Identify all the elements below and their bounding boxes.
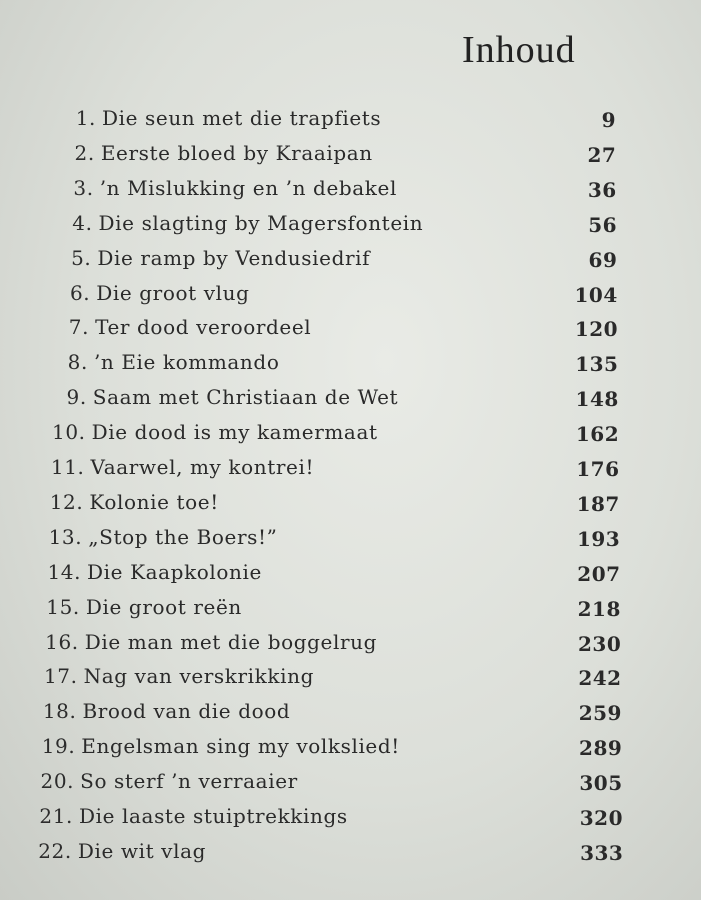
page-number: 289 bbox=[579, 736, 623, 761]
chapter-title: Die seun met die trapfiets bbox=[102, 106, 382, 130]
chapter-title: Die slagting by Magersfontein bbox=[98, 210, 424, 235]
toc-entry bbox=[57, 246, 370, 280]
page-number: 120 bbox=[574, 317, 619, 342]
page-number: 230 bbox=[578, 631, 622, 656]
chapter-number: 20. bbox=[40, 769, 75, 794]
toc-entry bbox=[46, 595, 242, 629]
toc-entry bbox=[41, 734, 400, 768]
toc-entry bbox=[56, 281, 249, 315]
chapter-number: 3. bbox=[73, 175, 94, 200]
chapter-title: Engelsman sing my volkslied! bbox=[81, 734, 400, 759]
toc-entry bbox=[45, 630, 377, 664]
page-number: 135 bbox=[575, 352, 619, 377]
toc-entry bbox=[39, 804, 348, 838]
page-number: 162 bbox=[575, 422, 620, 447]
chapter-title: Die laaste stuiptrekkings bbox=[79, 804, 348, 828]
chapter-number: 14. bbox=[47, 559, 82, 584]
chapter-number: 2. bbox=[74, 140, 95, 165]
page-number: 176 bbox=[576, 457, 620, 481]
chapter-title: „Stop the Boers!” bbox=[88, 524, 278, 549]
chapter-title: Brood van die dood bbox=[82, 699, 291, 724]
toc-entry bbox=[53, 385, 398, 419]
toc-entry bbox=[61, 141, 373, 175]
toc-entry bbox=[40, 769, 298, 803]
toc-entry bbox=[51, 455, 315, 489]
chapter-number: 4. bbox=[72, 210, 93, 235]
chapter-number: 19. bbox=[41, 734, 76, 759]
toc-entry bbox=[38, 839, 206, 873]
chapter-number: 17. bbox=[43, 664, 78, 689]
toc-entry bbox=[47, 560, 262, 594]
chapter-title: Die groot reën bbox=[85, 594, 242, 619]
page-number: 207 bbox=[577, 561, 621, 586]
page-number: 187 bbox=[576, 491, 620, 516]
chapter-title: Vaarwel, my kontrei! bbox=[90, 455, 315, 479]
chapter-number: 6. bbox=[69, 280, 91, 305]
chapter-number: 15. bbox=[46, 594, 80, 619]
chapter-title: Die groot vlug bbox=[96, 280, 250, 305]
chapter-title: Ter dood veroordeel bbox=[95, 315, 312, 340]
chapter-number: 16. bbox=[45, 629, 79, 654]
page-number: 69 bbox=[588, 247, 618, 272]
chapter-number: 18. bbox=[42, 699, 77, 724]
chapter-number: 12. bbox=[49, 489, 84, 514]
page-number: 242 bbox=[578, 666, 622, 691]
chapter-number: 22. bbox=[38, 838, 72, 863]
toc-entry bbox=[60, 176, 397, 210]
chapter-title: Die Kaapkolonie bbox=[87, 559, 262, 584]
chapter-number: 1. bbox=[75, 106, 96, 130]
toc-entry bbox=[55, 315, 311, 349]
chapter-number: 5. bbox=[71, 245, 92, 270]
chapter-title: ’n Eie kommando bbox=[93, 350, 280, 375]
chapter-number: 9. bbox=[66, 385, 87, 410]
page-title: Inhoud bbox=[462, 29, 576, 71]
chapter-title: So sterf ’n verraaier bbox=[80, 769, 298, 794]
chapter-title: Die dood is my kamermaat bbox=[91, 420, 378, 445]
page-number: 305 bbox=[579, 771, 623, 796]
chapter-title: ’n Mislukking en ’n debakel bbox=[99, 175, 397, 200]
chapter-number: 11. bbox=[50, 455, 85, 479]
chapter-title: Eerste bloed by Kraaipan bbox=[100, 140, 373, 165]
page-number: 104 bbox=[574, 282, 618, 307]
page-number: 148 bbox=[575, 387, 619, 412]
toc-entry bbox=[44, 664, 314, 698]
toc-entry bbox=[52, 420, 378, 454]
page-number: 36 bbox=[587, 177, 617, 202]
chapter-number: 8. bbox=[67, 350, 88, 375]
toc-entry bbox=[62, 106, 381, 140]
toc-entry bbox=[42, 699, 290, 733]
toc-entry bbox=[54, 350, 280, 384]
chapter-title: Die ramp by Vendusiedrif bbox=[97, 245, 371, 270]
toc-entry bbox=[48, 525, 277, 559]
page-number: 218 bbox=[577, 596, 621, 621]
chapter-number: 21. bbox=[39, 804, 73, 828]
chapter-number: 13. bbox=[48, 524, 83, 549]
page-number: 333 bbox=[580, 840, 624, 865]
toc-entry bbox=[49, 490, 219, 524]
page-number: 56 bbox=[588, 212, 618, 237]
page-number: 27 bbox=[587, 142, 617, 167]
page-number: 320 bbox=[579, 806, 623, 830]
page-number: 193 bbox=[576, 526, 621, 551]
chapter-number: 10. bbox=[52, 420, 86, 445]
chapter-title: Saam met Christiaan de Wet bbox=[92, 385, 399, 410]
chapter-title: Die wit vlag bbox=[77, 838, 207, 863]
toc-entry bbox=[59, 211, 424, 245]
chapter-title: Nag van verskrikking bbox=[83, 664, 314, 689]
chapter-number: 7. bbox=[68, 315, 90, 340]
page-number: 259 bbox=[578, 701, 622, 726]
page-number: 9 bbox=[601, 108, 616, 132]
chapter-title: Kolonie toe! bbox=[89, 489, 219, 514]
chapter-title: Die man met die boggelrug bbox=[84, 629, 378, 654]
